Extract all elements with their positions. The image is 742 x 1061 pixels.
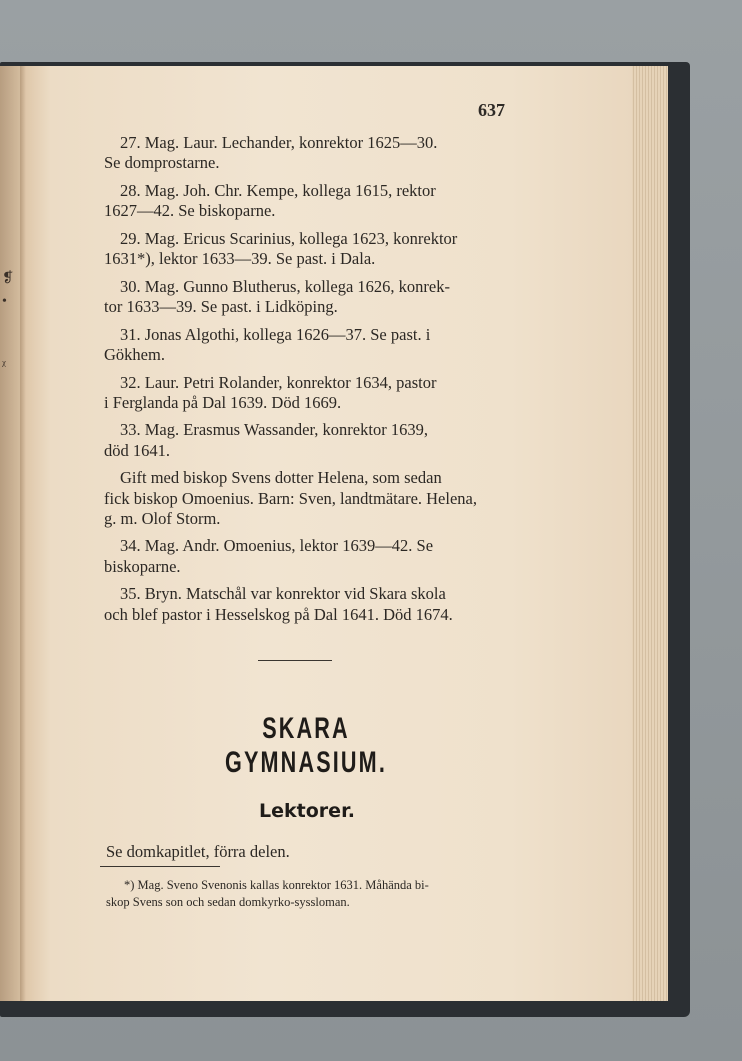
entry xyxy=(104,536,528,576)
entry xyxy=(104,133,528,173)
section-heading: SKARA GYMNASIUM. xyxy=(225,712,387,779)
entry xyxy=(104,468,528,529)
entry-line: och blef pastor i Hesselskog på Dal 1641. Död 1674. xyxy=(104,604,453,624)
entry xyxy=(104,181,528,221)
footnote-line: *) Mag. Sveno Svenonis kallas konrektor 1631. Måhända bi- xyxy=(124,878,429,892)
facing-page-edge xyxy=(0,66,22,1001)
entry xyxy=(104,420,528,460)
footnote-line: skop Svens son och sedan domkyrko-syssloman. xyxy=(106,895,350,909)
entry-line: 30. Mag. Gunno Blutherus, kollega 1626, konrek- xyxy=(120,276,450,296)
footnote xyxy=(106,877,526,911)
section-subheading: Lektorer. xyxy=(259,800,355,822)
entry-line: tor 1633—39. Se past. i Lidköping. xyxy=(104,296,338,316)
margin-mark: • xyxy=(2,294,7,309)
margin-mark: ❡ xyxy=(2,271,14,286)
entry-line: 28. Mag. Joh. Chr. Kempe, kollega 1615, rektor xyxy=(120,180,436,200)
entry-line: 35. Bryn. Matschål var konrektor vid Skara skola xyxy=(120,584,446,604)
entry xyxy=(104,229,528,269)
entry-line: 1627—42. Se biskoparne. xyxy=(104,201,276,221)
margin-mark: ᵡ xyxy=(2,358,6,373)
entry-line: 1631*), lektor 1633—39. Se past. i Dala. xyxy=(104,249,376,269)
entry-line: i Ferglanda på Dal 1639. Död 1669. xyxy=(104,392,342,412)
entry-list xyxy=(104,133,528,632)
entry-line: Gift med biskop Svens dotter Helena, som sedan xyxy=(120,468,442,488)
entry-line: Se domprostarne. xyxy=(104,153,220,173)
entry-line: 29. Mag. Ericus Scarinius, kollega 1623, konrektor xyxy=(120,228,458,248)
entry-line: Gökhem. xyxy=(104,344,165,364)
entry-line: fick biskop Omoenius. Barn: Sven, landtmätare. Helena, xyxy=(104,488,477,508)
entry xyxy=(104,277,528,317)
entry xyxy=(104,325,528,365)
page-number: 637 xyxy=(478,100,505,120)
footnote-rule xyxy=(100,866,220,867)
entry xyxy=(104,584,528,624)
entry-line: död 1641. xyxy=(104,440,170,460)
entry-line: 27. Mag. Laur. Lechander, konrektor 1625—30. xyxy=(120,133,438,152)
entry-line: 31. Jonas Algothi, kollega 1626—37. Se past. i xyxy=(120,324,431,344)
entry-line: 33. Mag. Erasmus Wassander, konrektor 1639, xyxy=(120,420,428,440)
intro-text: Se domkapitlet, förra delen. xyxy=(106,842,290,861)
section-divider xyxy=(258,660,332,661)
entry xyxy=(104,373,528,413)
entry-line: g. m. Olof Storm. xyxy=(104,508,221,528)
entry-line: biskoparne. xyxy=(104,556,181,576)
page-gutter-shadow xyxy=(20,66,26,1001)
entry-line: 32. Laur. Petri Rolander, konrektor 1634, pastor xyxy=(120,372,437,392)
entry-line: 34. Mag. Andr. Omoenius, lektor 1639—42. Se xyxy=(120,536,434,556)
